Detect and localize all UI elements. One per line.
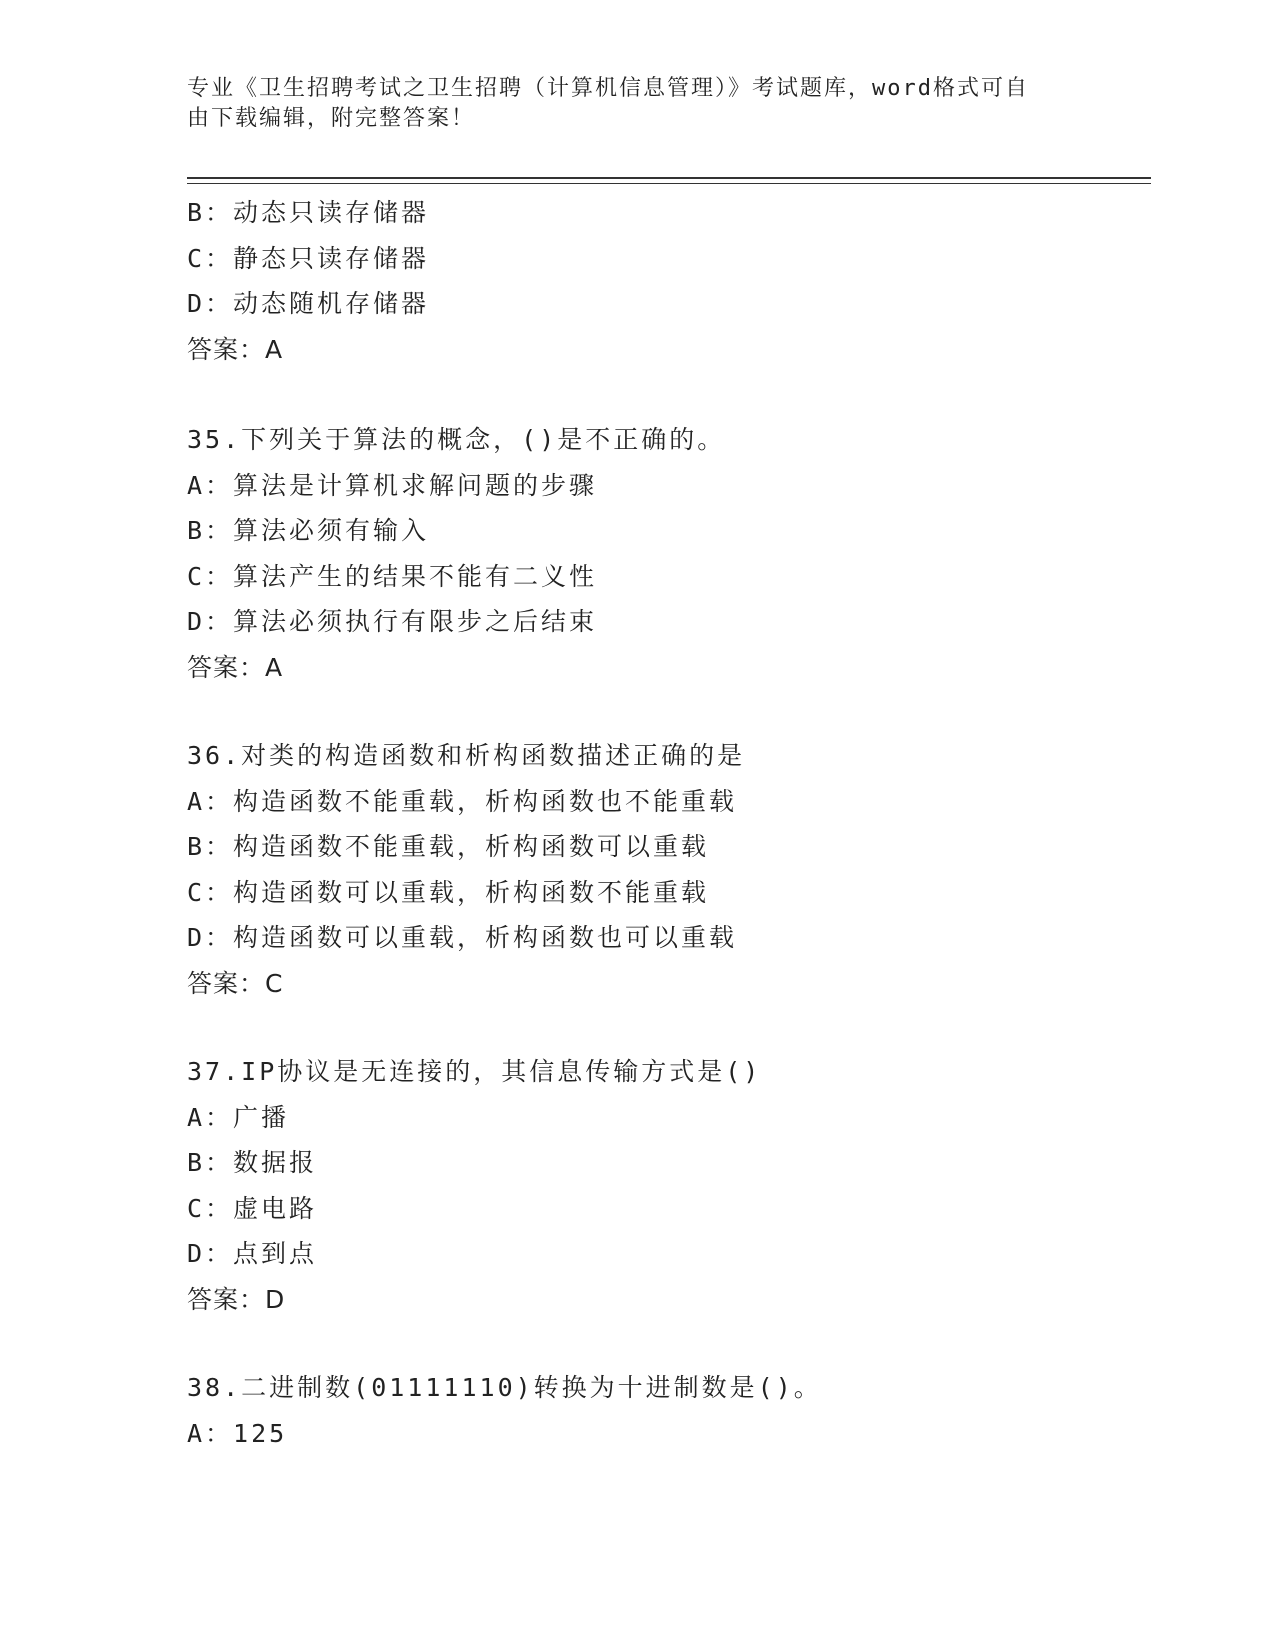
option-b: B：数据报 [187, 1148, 318, 1177]
answer: 答案：A [187, 652, 284, 682]
option-b: B：动态只读存储器 [187, 198, 430, 227]
header-divider-thin [187, 183, 1151, 184]
question-36 [187, 733, 1147, 1006]
question-stem: 35.下列关于算法的概念，()是不正确的。 [187, 425, 726, 454]
question-stem: 37.IP协议是无连接的，其信息传输方式是() [187, 1057, 762, 1086]
answer: 答案：C [187, 968, 284, 998]
option-d: D：点到点 [187, 1239, 318, 1268]
question-stem: 38.二进制数(01111110)转换为十进制数是()。 [187, 1373, 822, 1402]
option-a: A：算法是计算机求解问题的步骤 [187, 470, 598, 500]
option-b: B：构造函数不能重载，析构函数可以重载 [187, 832, 710, 861]
header-line-2: 由下载编辑，附完整答案！ [187, 106, 476, 131]
option-c: C：静态只读存储器 [187, 243, 430, 273]
option-a: A：广播 [187, 1102, 290, 1132]
question-34-continuation [187, 190, 1147, 372]
question-35 [187, 417, 1147, 690]
answer: 答案：D [187, 1284, 286, 1314]
question-37 [187, 1049, 1147, 1322]
option-c: C：构造函数可以重载，析构函数不能重载 [187, 877, 710, 907]
option-d: D：构造函数可以重载，析构函数也可以重载 [187, 923, 738, 952]
option-d: D：算法必须执行有限步之后结束 [187, 607, 598, 636]
answer: 答案：A [187, 334, 284, 364]
question-list [187, 190, 1147, 1456]
option-a: A：125 [187, 1418, 288, 1448]
question-stem: 36.对类的构造函数和析构函数描述正确的是 [187, 741, 746, 770]
option-b: B：算法必须有输入 [187, 516, 430, 545]
document-header [187, 74, 1067, 134]
question-38 [187, 1365, 1147, 1456]
header-line-1: 专业《卫生招聘考试之卫生招聘（计算机信息管理）》考试题库，word格式可自 [187, 76, 1029, 101]
header-divider-thick [187, 177, 1151, 179]
option-a: A：构造函数不能重载，析构函数也不能重载 [187, 786, 738, 816]
option-d: D：动态随机存储器 [187, 289, 430, 318]
option-c: C：算法产生的结果不能有二义性 [187, 561, 598, 591]
option-c: C：虚电路 [187, 1193, 318, 1223]
